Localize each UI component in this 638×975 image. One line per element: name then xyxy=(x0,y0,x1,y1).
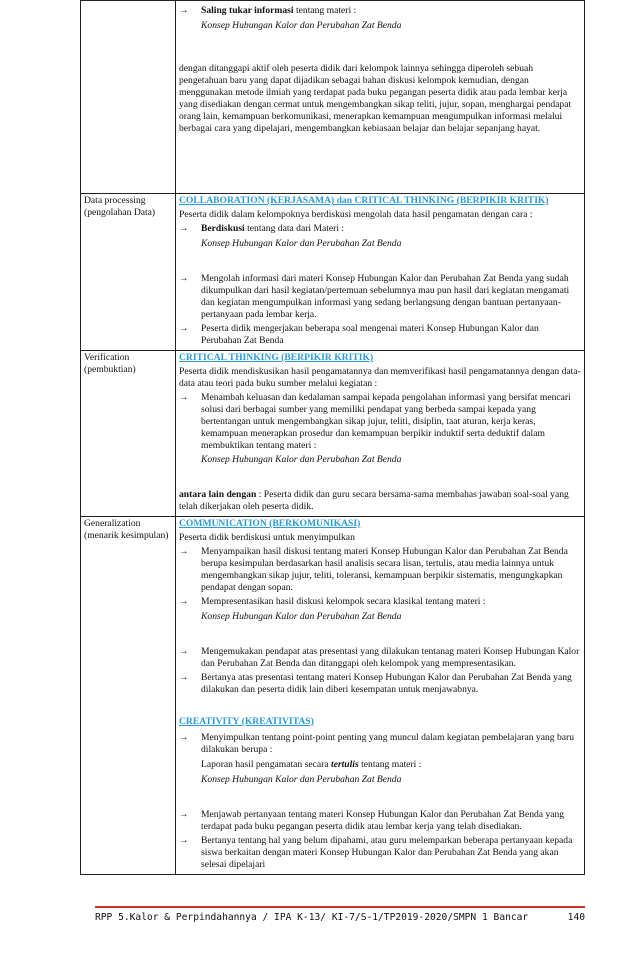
section-heading: COMMUNICATION (BERKOMUNIKASI) xyxy=(179,518,361,529)
document-page xyxy=(80,0,585,875)
lead-text: Peserta didik mendiskusikan hasil pengamatannya dan memverifikasi hasil pengamatannya dengan data-data atau teori pada buku sumber melalui kegiatan : xyxy=(179,366,581,389)
topic-text: Konsep Hubungan Kalor dan Perubahan Zat Benda xyxy=(201,238,402,249)
topic-text: Konsep Hubungan Kalor dan Perubahan Zat Benda xyxy=(201,454,402,465)
table-row xyxy=(81,194,585,351)
arrow-icon: → xyxy=(179,5,189,16)
intro-paragraph: dengan ditanggapi aktif oleh peserta didik dari kelompok lainnya sehingga diperoleh sebuah pengetahuan baru yang dapat dijadikan sebagai bahan diskusi kelompok kemudian, dengan menggunakan metode ilmiah yang terdapat pada buku pegangan peserta didik atau pada lembar kerja yang disediakan dengan cermat untuk mengembangkan sikap teliti, jujur, sopan, menghargai pendapat orang lain, kemampuan berkomunikasi, menerapkan kemampuan mengumpulkan informasi melalui berbagai cara yang dipelajari, mengembangkan kebiasaan belajar dan belajar sepanjang hayat. xyxy=(179,63,572,134)
section-heading: CREATIVITY (KREATIVITAS) xyxy=(179,716,314,727)
footer-text: RPP 5.Kalor & Perpindahannya / IPA K-13/ KI-7/S-1/TP2019-2020/SMPN 1 Bancar xyxy=(95,912,529,923)
content-cell xyxy=(176,351,585,517)
arrow-icon: → xyxy=(179,809,189,820)
stage-label-verification: Verification (pembuktian) xyxy=(81,351,176,517)
arrow-icon: → xyxy=(179,672,189,683)
item-text: Menjawab pertanyaan tentang materi Konsep Hubungan Kalor dan Perubahan Zat Benda yang terdapat pada buku pegangan peserta didik atau lembar kerja yang telah disediakan. xyxy=(201,809,565,832)
page-footer xyxy=(95,906,585,923)
arrow-icon: → xyxy=(179,273,189,284)
item-text: Menambah keluasan dan kedalaman sampai kepada pengolahan informasi yang bersifat mencari solusi dari berbagai sumber yang memiliki pendapat yang berbeda sampai kepada yang bertentangan untuk mengembangkan sikap jujur, teliti, disiplin, taat aturan, kerja keras, kemampuan menerapkan prosedur dan kemampuan berpikir induktif serta deduktif dalam membuktikan tentang materi : xyxy=(201,392,571,451)
arrow-icon: → xyxy=(179,596,189,607)
arrow-icon: → xyxy=(179,392,189,403)
table-row xyxy=(81,517,585,875)
arrow-icon: → xyxy=(179,546,189,557)
item-text: Menyimpulkan tentang point-point penting yang muncul dalam kegiatan pembelajaran yang baru dilakukan berupa : xyxy=(201,732,574,755)
lead-text: Peserta didik berdiskusi untuk menyimpulkan xyxy=(179,532,355,543)
page-number: 140 xyxy=(567,912,585,923)
activity-table xyxy=(80,0,585,875)
section-heading: COLLABORATION (KERJASAMA) dan CRITICAL THINKING (BERPIKIR KRITIK) xyxy=(179,195,549,206)
table-row xyxy=(81,1,585,194)
topic-text: Konsep Hubungan Kalor dan Perubahan Zat Benda xyxy=(201,611,402,622)
item-bold: Berdiskusi xyxy=(201,223,245,234)
item-text: Mengolah informasi dari materi Konsep Hubungan Kalor dan Perubahan Zat Benda yang sudah dikumpulkan dari hasil kegiatan/pertemuan sebelumnya mau pun hasil dari kegiatan mengamati dan kegiatan mengumpulkan informasi yang sedang berlangsung dengan bantuan pertanyaan-pertanyaan pada lembar kerja. xyxy=(201,273,570,320)
closing-bold: antara lain dengan xyxy=(179,489,257,500)
report-text: tentang materi : xyxy=(358,759,422,770)
arrow-icon: → xyxy=(179,835,189,846)
item-text: Bertanya atas presentasi tentang materi Konsep Hubungan Kalor dan Perubahan Zat Benda yang dilakukan dan peserta didik lain diberi kesempatan untuk menjawabnya. xyxy=(201,672,572,695)
item-text: tentang data dari Materi : xyxy=(244,223,345,234)
section-heading: CRITICAL THINKING (BERPIKIR KRITIK) xyxy=(179,352,374,363)
table-row xyxy=(81,351,585,517)
report-text: Laporan hasil pengamatan secara xyxy=(201,759,331,770)
arrow-icon: → xyxy=(179,646,189,657)
stage-cell-empty xyxy=(81,1,176,194)
item-text: Bertanya tentang hal yang belum dipahami, atau guru melemparkan beberapa pertanyaan kepada siswa berkaitan dengan materi Konsep Hubungan Kalor dan Perubahan Zat Benda yang akan selesai dipelajari xyxy=(201,835,573,870)
item-text: Menyampaikan hasil diskusi tentang materi Konsep Hubungan Kalor dan Perubahan Zat Benda berupa kesimpulan berdasarkan hasil analisis secara lisan, tertulis, atau media lainnya untuk mengembangkan sikap jujur, teliti, toleransi, kemampuan berpikir sistematis, mengungkapkan pendapat dengan sopan. xyxy=(201,546,568,593)
item-text: Peserta didik mengerjakan beberapa soal mengenai materi Konsep Hubungan Kalor dan Perubahan Zat Benda xyxy=(201,323,539,346)
arrow-icon: → xyxy=(179,323,189,334)
share-bold-text: Saling tukar informasi xyxy=(201,5,294,16)
arrow-icon: → xyxy=(179,223,189,234)
topic-text: Konsep Hubungan Kalor dan Perubahan Zat Benda xyxy=(201,20,402,31)
item-text: Mempresentasikan hasil diskusi kelompok secara klasikal tentang materi : xyxy=(201,596,486,607)
content-cell xyxy=(176,1,585,194)
arrow-icon: → xyxy=(179,732,189,743)
report-bold: tertulis xyxy=(330,759,359,770)
content-cell xyxy=(176,517,585,875)
item-text: Mengemukakan pendapat atas presentasi yang dilakukan tentanag materi Konsep Hubungan Kalor dan Perubahan Zat Benda dan ditanggapi oleh kelompok yang mempresentasikan. xyxy=(201,646,580,669)
stage-label-generalization: Generalization (menarik kesimpulan) xyxy=(81,517,176,875)
closing-text: : Peserta didik dan guru secara bersama-sama membahas jawaban soal-soal yang telah dikerjakan oleh peserta didik. xyxy=(179,489,569,512)
topic-text: Konsep Hubungan Kalor dan Perubahan Zat Benda xyxy=(201,774,402,785)
content-cell xyxy=(176,194,585,351)
share-text: tentang materi : xyxy=(293,5,357,16)
stage-label-data-processing: Data processing (pengolahan Data) xyxy=(81,194,176,351)
lead-text: Peserta didik dalam kelompoknya berdiskusi mengolah data hasil pengamatan dengan cara : xyxy=(179,209,533,220)
